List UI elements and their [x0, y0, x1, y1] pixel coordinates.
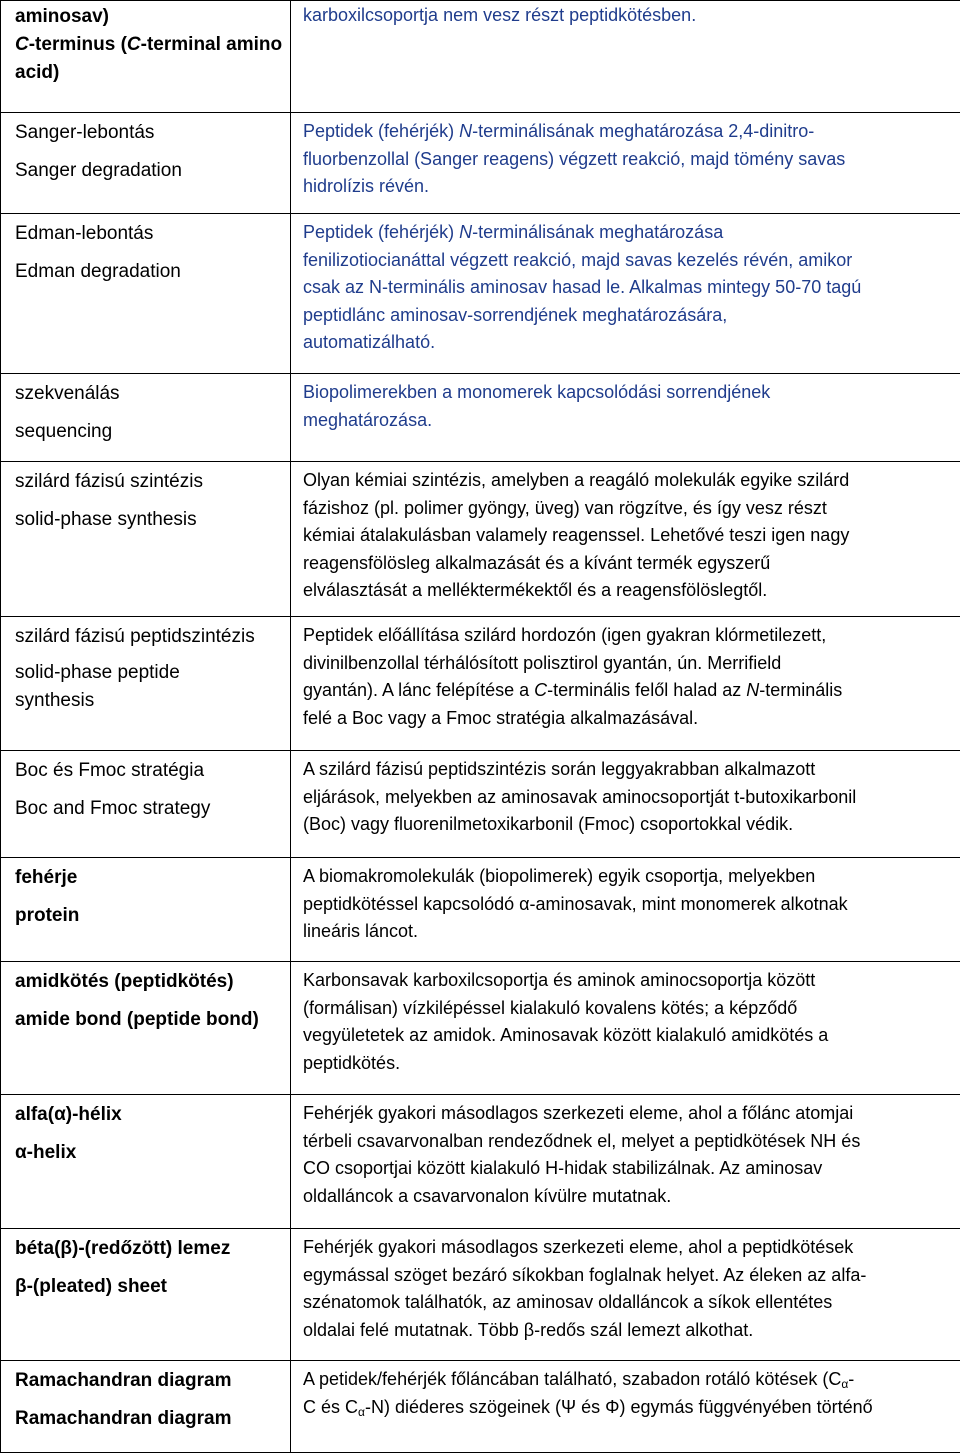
- glossary-row: [1, 462, 960, 617]
- definition-line: A szilárd fázisú peptidszintézis során leggyakrabban alkalmazott: [303, 756, 948, 784]
- glossary-row: [1, 374, 960, 462]
- term-cell: [1, 962, 291, 1095]
- definition-text: [291, 751, 960, 839]
- term-hungarian: szekvenálás: [1, 380, 290, 408]
- term-hungarian: szilárd fázisú peptidszintézis: [1, 623, 290, 651]
- definition-line: Fehérjék gyakori másodlagos szerkezeti eleme, ahol a peptidkötések: [303, 1234, 948, 1262]
- definition-text: [291, 1, 960, 30]
- definition-line: Peptidek előállítása szilárd hordozón (igen gyakran klórmetilezett,: [303, 622, 948, 650]
- glossary-row: [1, 962, 960, 1095]
- definition-line: A biomakromolekulák (biopolimerek) egyik csoportja, melyekben: [303, 863, 948, 891]
- definition-line: [303, 1394, 948, 1422]
- definition-line: reagensfölösleg alkalmazását és a kívánt termék egyszerű: [303, 550, 948, 578]
- definition-text: [291, 1361, 960, 1421]
- definition-line: egymással szöget bezáró síkokban foglalnak helyet. Az éleken az alfa-: [303, 1262, 948, 1290]
- term-hungarian: szilárd fázisú szintézis: [1, 468, 290, 496]
- definition-line: peptidkötés.: [303, 1050, 948, 1078]
- term-cell: [1, 1361, 291, 1453]
- term-english: Ramachandran diagram: [1, 1405, 290, 1433]
- definition-line: automatizálható.: [303, 329, 948, 357]
- definition-line: [303, 219, 948, 247]
- text-run: Peptidek (fehérjék): [303, 121, 459, 141]
- glossary-row: [1, 1, 960, 113]
- definition-line: Olyan kémiai szintézis, amelyben a reagáló molekulák egyike szilárd: [303, 467, 948, 495]
- definition-line: fluorbenzollal (Sanger reagens) végzett reakció, majd tömény savas: [303, 146, 948, 174]
- text-run: gyantán). A lánc felépítése a: [303, 680, 534, 700]
- definition-line: szénatomok találhatók, az aminosav oldalláncok a síkok ellentétes: [303, 1289, 948, 1317]
- text-run: N: [459, 121, 472, 141]
- definition-text: [291, 1229, 960, 1344]
- glossary-row: [1, 1361, 960, 1453]
- text-run: C: [534, 680, 547, 700]
- term-part: -terminus (: [29, 34, 127, 55]
- definition-line: (Boc) vagy fluorenilmetoxikarbonil (Fmoc) csoportokkal védik.: [303, 811, 948, 839]
- term-part: C: [15, 34, 29, 55]
- term-cell: [1, 751, 291, 858]
- definition-line: [303, 677, 948, 705]
- subscript: α: [358, 1405, 365, 1419]
- text-run: A petidek/fehérjék főláncában található, szabadon rotáló kötések (C: [303, 1369, 841, 1389]
- glossary-row: [1, 113, 960, 214]
- definition-line: [303, 118, 948, 146]
- term-cell: [1, 1095, 291, 1229]
- definition-cell: [291, 751, 960, 858]
- definition-line: csak az N-terminális aminosav hasad le. Alkalmas mintegy 50-70 tagú: [303, 274, 948, 302]
- term-cell: [1, 1229, 291, 1361]
- definition-line: divinilbenzollal térhálósított polisztirol gyantán, ún. Merrifield: [303, 650, 948, 678]
- definition-text: [291, 858, 960, 946]
- definition-line: meghatározása.: [303, 407, 948, 435]
- term-hungarian: aminosav): [1, 3, 290, 31]
- definition-line: Biopolimerekben a monomerek kapcsolódási sorrendjének: [303, 379, 948, 407]
- text-run: -terminálisának meghatározása 2,4-dinitro-: [472, 121, 814, 141]
- definition-cell: [291, 962, 960, 1095]
- term-hungarian: fehérje: [1, 864, 290, 892]
- term-english: solid-phase synthesis: [1, 506, 290, 534]
- definition-line: vegyületetek az amidok. Aminosavak között kialakuló amidkötés a: [303, 1022, 948, 1050]
- definition-text: [291, 113, 960, 201]
- definition-line: lineáris láncot.: [303, 918, 948, 946]
- definition-line: karboxilcsoportja nem vesz részt peptidkötésben.: [303, 2, 948, 30]
- term-cell: [1, 858, 291, 962]
- term-hungarian: Sanger-lebontás: [1, 119, 290, 147]
- term-english: amide bond (peptide bond): [1, 1006, 290, 1034]
- definition-cell: [291, 462, 960, 617]
- definition-line: elválasztását a melléktermékektől és a reagensfölöslegtől.: [303, 577, 948, 605]
- definition-cell: [291, 617, 960, 751]
- definition-line: eljárások, melyekben az aminosavak aminocsoportját t-butoxikarbonil: [303, 784, 948, 812]
- definition-line: Fehérjék gyakori másodlagos szerkezeti eleme, ahol a főlánc atomjai: [303, 1100, 948, 1128]
- definition-text: [291, 214, 960, 357]
- glossary-row: [1, 1095, 960, 1229]
- term-part: C: [127, 34, 141, 55]
- glossary-row: [1, 751, 960, 858]
- definition-cell: [291, 113, 960, 214]
- term-english: Edman degradation: [1, 258, 290, 286]
- term-cell: [1, 617, 291, 751]
- term-english: Boc and Fmoc strategy: [1, 795, 290, 823]
- text-run: -terminális: [759, 680, 842, 700]
- term-cell: [1, 374, 291, 462]
- text-run: -terminális felől halad az: [547, 680, 746, 700]
- term-hungarian: Boc és Fmoc stratégia: [1, 757, 290, 785]
- definition-line: oldalai felé mutatnak. Több β-redős szál lemezt alkothat.: [303, 1317, 948, 1345]
- definition-line: [303, 1366, 948, 1394]
- term-english: sequencing: [1, 418, 290, 446]
- term-cell: [1, 113, 291, 214]
- definition-cell: [291, 1095, 960, 1229]
- term-english: [1, 31, 290, 87]
- definition-line: térbeli csavarvonalban rendeződnek el, melyet a peptidkötések NH és: [303, 1128, 948, 1156]
- definition-line: kémiai átalakulásban valamely reagenssel. Lehetővé teszi igen nagy: [303, 522, 948, 550]
- text-run: Peptidek (fehérjék): [303, 222, 459, 242]
- term-hungarian: béta(β)-(redőzött) lemez: [1, 1235, 290, 1263]
- term-cell: [1, 1, 291, 113]
- term-hungarian: Edman-lebontás: [1, 220, 290, 248]
- definition-text: [291, 462, 960, 605]
- definition-text: [291, 617, 960, 732]
- definition-line: hidrolízis révén.: [303, 173, 948, 201]
- text-run: N: [746, 680, 759, 700]
- definition-text: [291, 374, 960, 434]
- text-run: -terminálisának meghatározása: [472, 222, 723, 242]
- definition-text: [291, 962, 960, 1077]
- definition-line: peptidkötéssel kapcsolódó α-aminosavak, mint monomerek alkotnak: [303, 891, 948, 919]
- subscript: α: [841, 1377, 848, 1391]
- text-run: C és C: [303, 1397, 358, 1417]
- definition-text: [291, 1095, 960, 1210]
- definition-cell: [291, 1, 960, 113]
- term-english: Sanger degradation: [1, 157, 290, 185]
- term-cell: [1, 214, 291, 374]
- text-run: N: [459, 222, 472, 242]
- definition-line: felé a Boc vagy a Fmoc stratégia alkalmazásával.: [303, 705, 948, 733]
- glossary-row: [1, 617, 960, 751]
- definition-line: (formálisan) vízkilépéssel kialakuló kovalens kötés; a képződő: [303, 995, 948, 1023]
- term-english: β-(pleated) sheet: [1, 1273, 290, 1301]
- term-hungarian: amidkötés (peptidkötés): [1, 968, 290, 996]
- term-part: -terminal amino acid): [15, 34, 282, 83]
- definition-cell: [291, 1361, 960, 1453]
- term-english: solid-phase peptide synthesis: [1, 659, 290, 715]
- definition-line: peptidlánc aminosav-sorrendjének meghatározására,: [303, 302, 948, 330]
- definition-line: fázishoz (pl. polimer gyöngy, üveg) van rögzítve, és így vesz részt: [303, 495, 948, 523]
- definition-cell: [291, 214, 960, 374]
- text-run: -: [848, 1369, 854, 1389]
- term-hungarian: Ramachandran diagram: [1, 1367, 290, 1395]
- glossary-row: [1, 858, 960, 962]
- definition-cell: [291, 374, 960, 462]
- glossary-row: [1, 214, 960, 374]
- term-english: protein: [1, 902, 290, 930]
- text-run: -N) diéderes szögeinek (Ψ és Φ) egymás függvényében történő: [365, 1397, 873, 1417]
- definition-cell: [291, 1229, 960, 1361]
- definition-line: CO csoportjai között kialakuló H-hidak stabilizálnak. Az aminosav: [303, 1155, 948, 1183]
- definition-line: Karbonsavak karboxilcsoportja és aminok aminocsoportja között: [303, 967, 948, 995]
- term-hungarian: alfa(α)-hélix: [1, 1101, 290, 1129]
- definition-cell: [291, 858, 960, 962]
- glossary-row: [1, 1229, 960, 1361]
- definition-line: oldalláncok a csavarvonalon kívülre mutatnak.: [303, 1183, 948, 1211]
- term-english: α-helix: [1, 1139, 290, 1167]
- definition-line: fenilizotiocianáttal végzett reakció, majd savas kezelés révén, amikor: [303, 247, 948, 275]
- term-cell: [1, 462, 291, 617]
